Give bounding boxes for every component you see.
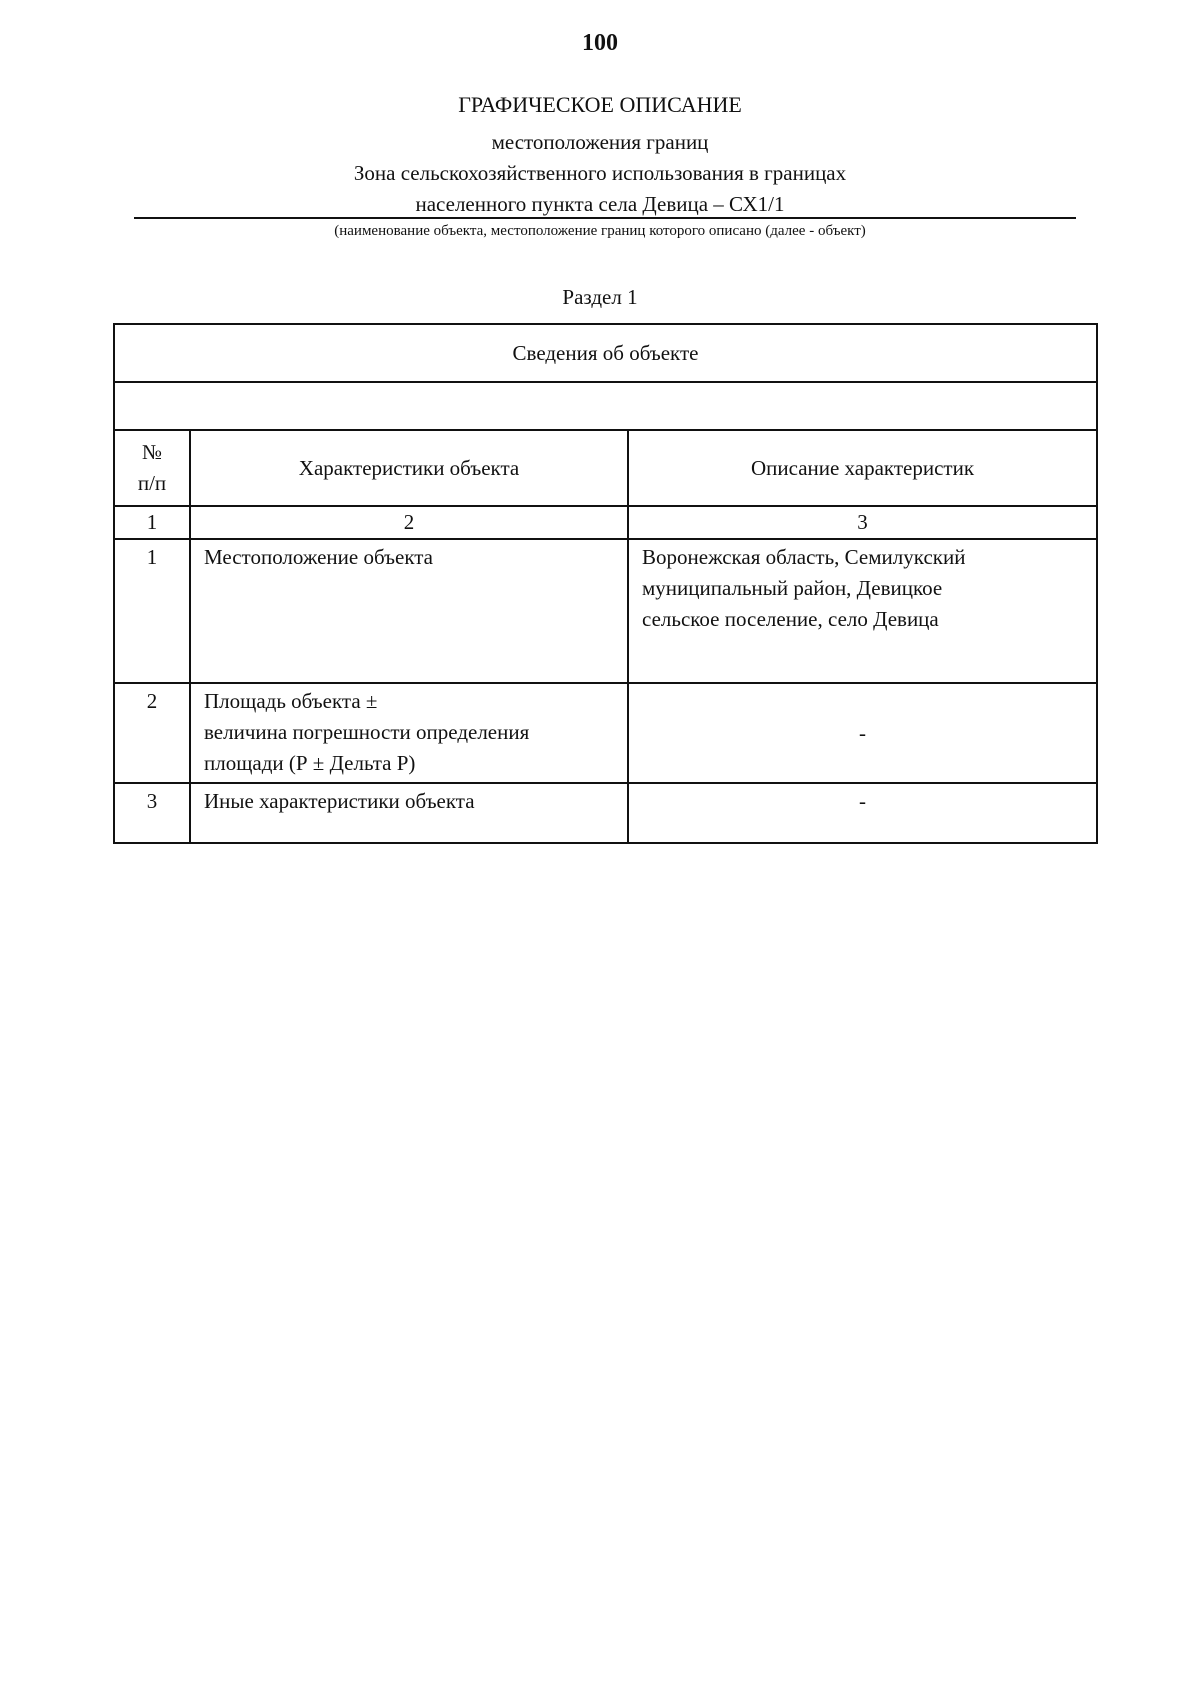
- column-header-num-line2: п/п: [137, 471, 167, 495]
- table-empty-row: [114, 382, 1097, 430]
- table-title-row: [114, 324, 1097, 382]
- column-index-1: 1: [114, 506, 190, 539]
- row-characteristic-line: Местоположение объекта: [204, 545, 434, 569]
- column-header-num: [114, 430, 190, 506]
- table-row: [114, 683, 1097, 783]
- column-header-description: Описание характеристик: [628, 430, 1097, 506]
- row-characteristic: [190, 539, 628, 683]
- table-title: Сведения об объекте: [114, 324, 1097, 382]
- row-characteristic-line: Иные характеристики объекта: [204, 789, 475, 813]
- page-number: 100: [582, 30, 618, 56]
- row-characteristic: [190, 683, 628, 783]
- row-number: 3: [114, 783, 190, 843]
- column-index-3: 3: [628, 506, 1097, 539]
- empty-cell: [114, 382, 1097, 430]
- column-header-num-line1: №: [141, 440, 163, 464]
- row-characteristic-line: площади (Р ± Дельта Р): [204, 751, 416, 775]
- row-description-line: муниципальный район, Девицкое: [642, 576, 943, 600]
- row-description: -: [628, 683, 1097, 783]
- row-description-line: Воронежская область, Семилукский: [642, 545, 966, 569]
- row-characteristic: [190, 783, 628, 843]
- name-caption: (наименование объекта, местоположение границ которого описано (далее - объект): [334, 223, 866, 239]
- subtitle-line-2: Зона сельскохозяйственного использования в границах: [353, 161, 847, 185]
- column-index-row: [114, 506, 1097, 539]
- column-header-characteristics: Характеристики объекта: [190, 430, 628, 506]
- name-underline: [134, 217, 1076, 219]
- row-description: [628, 539, 1097, 683]
- table-row: [114, 783, 1097, 843]
- row-characteristic-line: Площадь объекта ±: [204, 689, 378, 713]
- subtitle-line-1: местоположения границ: [491, 130, 709, 154]
- row-description: -: [628, 783, 1097, 843]
- column-index-2: 2: [190, 506, 628, 539]
- section-label: Раздел 1: [562, 285, 638, 309]
- row-number: 1: [114, 539, 190, 683]
- object-info-table: [113, 323, 1098, 844]
- row-description-line: сельское поселение, село Девица: [642, 607, 939, 631]
- subtitle-line-3: населенного пункта села Девица – СХ1/1: [415, 192, 785, 216]
- column-header-row: [114, 430, 1097, 506]
- document-title: ГРАФИЧЕСКОЕ ОПИСАНИЕ: [458, 92, 742, 117]
- table-row: [114, 539, 1097, 683]
- row-number: 2: [114, 683, 190, 783]
- row-characteristic-line: величина погрешности определения: [204, 720, 530, 744]
